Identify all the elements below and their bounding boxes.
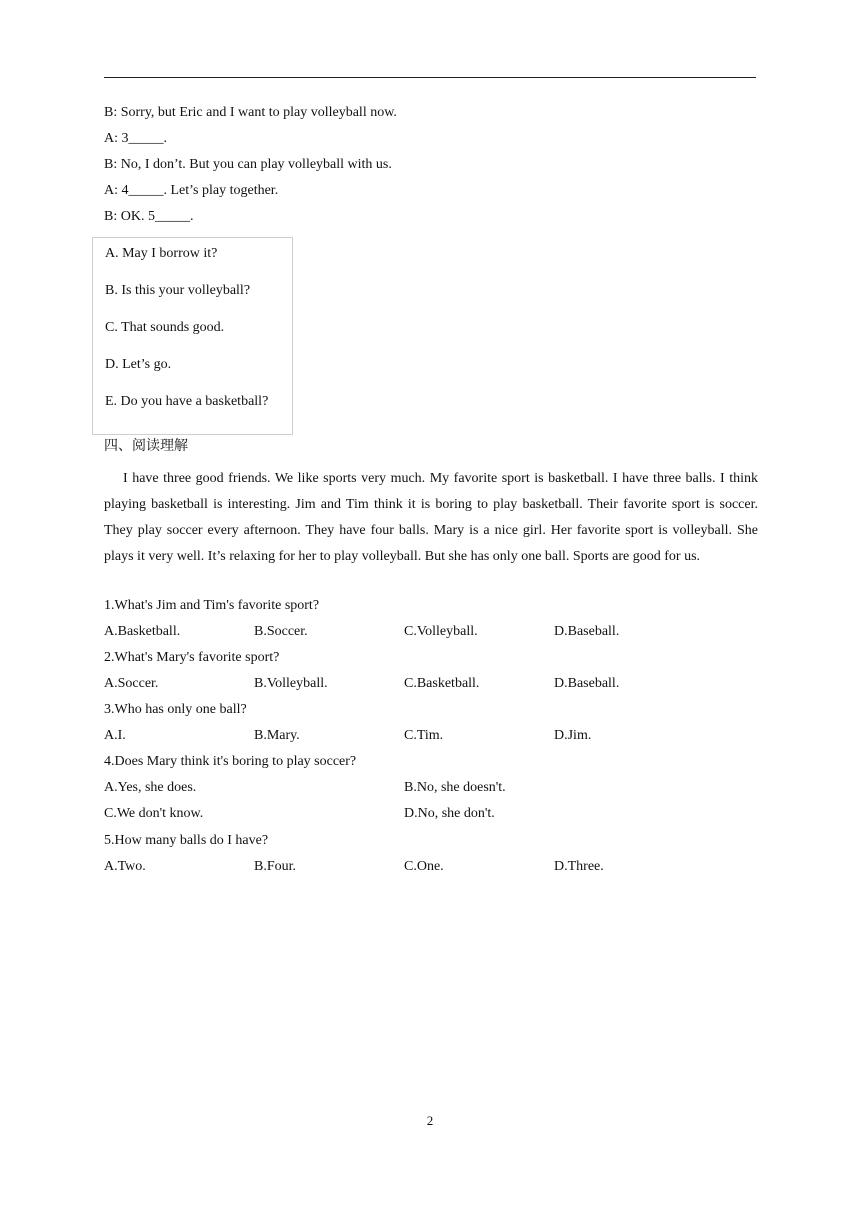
q5-choice-d: D.Three. bbox=[554, 859, 604, 874]
q2-choice-b: B.Volleyball. bbox=[254, 676, 328, 691]
question-2: 2.What's Mary's favorite sport? bbox=[104, 650, 280, 665]
q1-choice-b: B.Soccer. bbox=[254, 624, 308, 639]
q4-choice-c: C.We don't know. bbox=[104, 806, 204, 821]
option-a: A. May I borrow it? bbox=[105, 246, 218, 261]
question-5: 5.How many balls do I have? bbox=[104, 833, 269, 848]
q5-choice-c: C.One. bbox=[404, 859, 444, 874]
dialogue-line: A: 3_____. bbox=[104, 131, 167, 146]
q3-choice-c: C.Tim. bbox=[404, 728, 444, 743]
dialogue-line: B: OK. 5_____. bbox=[104, 209, 194, 224]
option-c: C. That sounds good. bbox=[105, 320, 225, 335]
q3-choice-a: A.I. bbox=[104, 728, 126, 743]
q4-choice-a: A.Yes, she does. bbox=[104, 780, 197, 795]
question-1: 1.What's Jim and Tim's favorite sport? bbox=[104, 598, 320, 613]
option-b: B. Is this your volleyball? bbox=[105, 283, 251, 298]
q2-choice-a: A.Soccer. bbox=[104, 676, 159, 691]
options-box bbox=[92, 237, 293, 435]
dialogue-line: A: 4_____. Let’s play together. bbox=[104, 183, 279, 198]
page-number: 2 bbox=[426, 1113, 434, 1128]
q1-choice-c: C.Volleyball. bbox=[404, 624, 478, 639]
q2-choice-c: C.Basketball. bbox=[404, 676, 480, 691]
q2-choice-d: D.Baseball. bbox=[554, 676, 620, 691]
reading-passage: I have three good friends. We like sports very much. My favorite sport is basketball. I have three balls. I think playing basketball is interesting. Jim and Tim think it is boring to play basketball. Their favorite sport is soccer. They play soccer every afternoon. They have four balls. Mary is a nice girl. Her favorite sport is volleyball. She plays it very well. It’s relaxing for her to play volleyball. But she has only one ball. Sports are good for us. bbox=[104, 471, 758, 564]
q1-choice-a: A.Basketball. bbox=[104, 624, 181, 639]
dialogue-line: B: Sorry, but Eric and I want to play volleyball now. bbox=[104, 105, 397, 120]
q3-choice-b: B.Mary. bbox=[254, 728, 300, 743]
dialogue-line: B: No, I don’t. But you can play volleyball with us. bbox=[104, 157, 392, 172]
q1-choice-d: D.Baseball. bbox=[554, 624, 620, 639]
section-title: 四、阅读理解 bbox=[104, 439, 188, 454]
option-e: E. Do you have a basketball? bbox=[105, 394, 269, 409]
question-4: 4.Does Mary think it's boring to play soccer? bbox=[104, 754, 357, 769]
q3-choice-d: D.Jim. bbox=[554, 728, 592, 743]
q4-choice-b: B.No, she doesn't. bbox=[404, 780, 506, 795]
q5-choice-a: A.Two. bbox=[104, 859, 146, 874]
q5-choice-b: B.Four. bbox=[254, 859, 297, 874]
header-rule bbox=[104, 77, 756, 78]
option-d: D. Let’s go. bbox=[105, 357, 172, 372]
question-3: 3.Who has only one ball? bbox=[104, 702, 247, 717]
q4-choice-d: D.No, she don't. bbox=[404, 806, 495, 821]
